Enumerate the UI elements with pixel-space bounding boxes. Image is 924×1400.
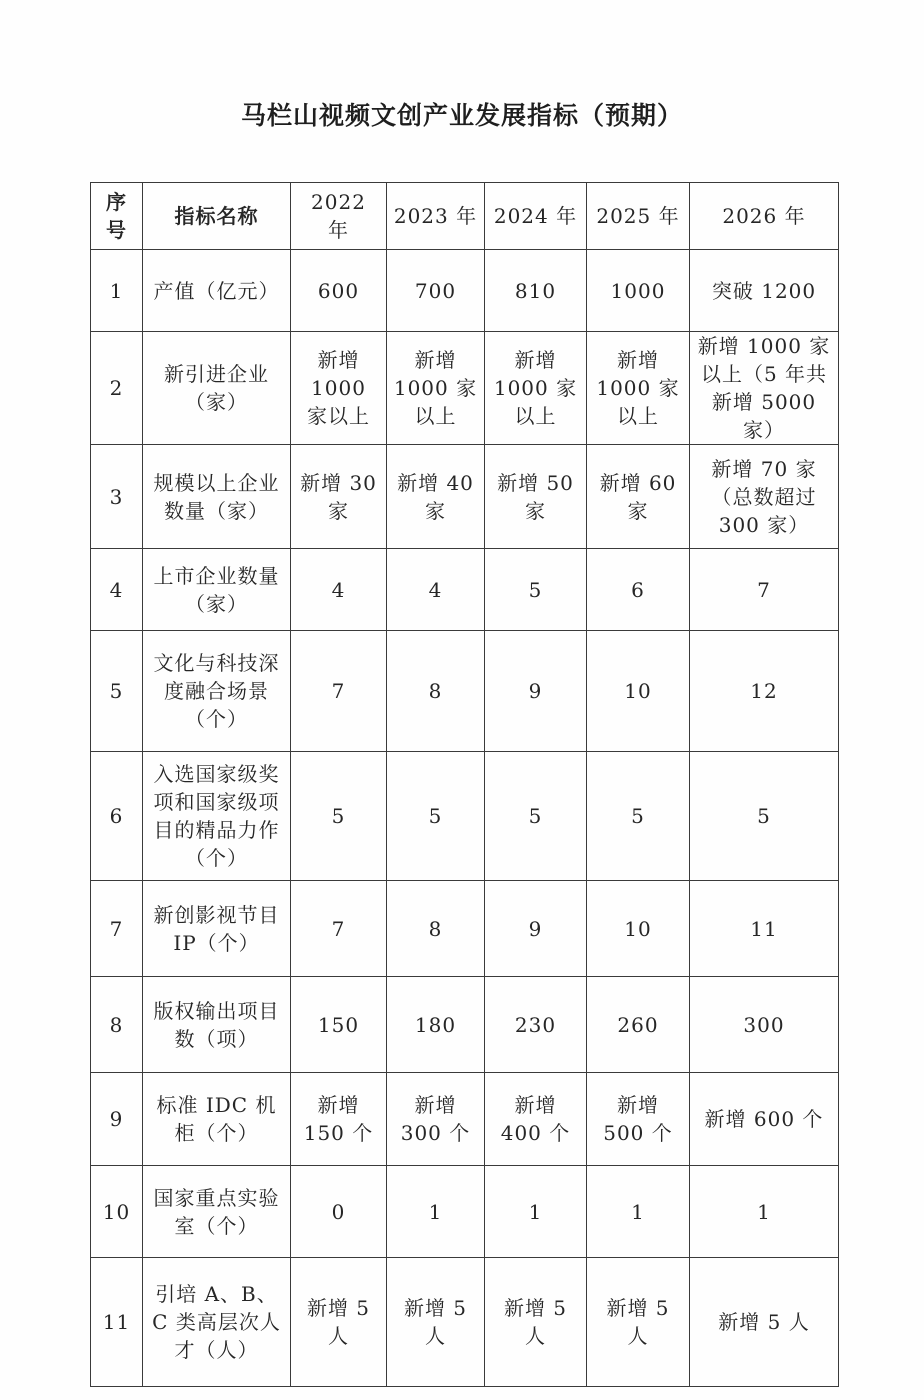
row-value: 5 — [387, 752, 485, 881]
header-year: 2024 年 — [485, 183, 587, 250]
table-row — [91, 977, 839, 1073]
row-seq: 8 — [91, 977, 143, 1073]
row-seq: 3 — [91, 445, 143, 549]
row-value: 1000 — [587, 250, 690, 332]
row-value: 700 — [387, 250, 485, 332]
row-value: 7 — [291, 631, 387, 752]
row-indicator-name: 标准 IDC 机柜（个） — [143, 1073, 291, 1166]
row-indicator-name: 国家重点实验室（个） — [143, 1166, 291, 1258]
row-value: 新增 400 个 — [485, 1073, 587, 1166]
row-value: 5 — [587, 752, 690, 881]
row-seq: 5 — [91, 631, 143, 752]
row-value: 10 — [587, 631, 690, 752]
document-title: 马栏山视频文创产业发展指标（预期） — [240, 101, 683, 130]
row-value: 5 — [690, 752, 839, 881]
table-row — [91, 445, 839, 549]
row-value: 新增 5 人 — [291, 1258, 387, 1387]
row-indicator-name: 新创影视节目 IP（个） — [143, 881, 291, 977]
row-value: 150 — [291, 977, 387, 1073]
row-value: 新增 1000 家以上 — [387, 332, 485, 445]
row-seq: 4 — [91, 549, 143, 631]
row-seq: 2 — [91, 332, 143, 445]
row-value: 新增 600 个 — [690, 1073, 839, 1166]
row-value: 新增 1000 家以上 — [485, 332, 587, 445]
row-value: 10 — [587, 881, 690, 977]
row-value: 1 — [387, 1166, 485, 1258]
row-value: 新增 30 家 — [291, 445, 387, 549]
row-value: 新增 1000 家以上（5 年共新增 5000 家） — [690, 332, 839, 445]
header-name: 指标名称 — [143, 183, 291, 250]
row-value: 8 — [387, 631, 485, 752]
row-value: 7 — [690, 549, 839, 631]
row-value: 5 — [485, 752, 587, 881]
row-value: 1 — [485, 1166, 587, 1258]
table-row — [91, 881, 839, 977]
table-header-row — [91, 183, 839, 250]
table-row — [91, 1073, 839, 1166]
row-value: 4 — [291, 549, 387, 631]
row-value: 9 — [485, 631, 587, 752]
row-indicator-name: 规模以上企业数量（家） — [143, 445, 291, 549]
row-value: 5 — [485, 549, 587, 631]
row-seq: 7 — [91, 881, 143, 977]
row-value: 新增 50 家 — [485, 445, 587, 549]
row-value: 新增 60 家 — [587, 445, 690, 549]
row-value: 0 — [291, 1166, 387, 1258]
row-value: 300 — [690, 977, 839, 1073]
row-value: 9 — [485, 881, 587, 977]
row-value: 突破 1200 — [690, 250, 839, 332]
row-value: 230 — [485, 977, 587, 1073]
row-indicator-name: 版权输出项目数（项） — [143, 977, 291, 1073]
row-seq: 10 — [91, 1166, 143, 1258]
row-value: 810 — [485, 250, 587, 332]
row-value: 新增 5 人 — [387, 1258, 485, 1387]
row-value: 600 — [291, 250, 387, 332]
table-row — [91, 1166, 839, 1258]
row-value: 新增 500 个 — [587, 1073, 690, 1166]
row-value: 新增 1000 家以上 — [587, 332, 690, 445]
row-value: 260 — [587, 977, 690, 1073]
row-seq: 9 — [91, 1073, 143, 1166]
row-value: 1 — [587, 1166, 690, 1258]
row-value: 180 — [387, 977, 485, 1073]
row-seq: 11 — [91, 1258, 143, 1387]
row-value: 7 — [291, 881, 387, 977]
row-indicator-name: 上市企业数量（家） — [143, 549, 291, 631]
row-value: 新增 5 人 — [587, 1258, 690, 1387]
row-value: 新增 5 人 — [485, 1258, 587, 1387]
row-indicator-name: 新引进企业（家） — [143, 332, 291, 445]
table-row — [91, 332, 839, 445]
row-value: 8 — [387, 881, 485, 977]
row-value: 新增 150 个 — [291, 1073, 387, 1166]
header-year: 2023 年 — [387, 183, 485, 250]
indicator-table — [90, 182, 839, 1387]
row-indicator-name: 文化与科技深度融合场景（个） — [143, 631, 291, 752]
row-value: 11 — [690, 881, 839, 977]
row-value: 新增 1000 家以上 — [291, 332, 387, 445]
row-value: 新增 70 家（总数超过 300 家） — [690, 445, 839, 549]
row-value: 新增 300 个 — [387, 1073, 485, 1166]
row-indicator-name: 引培 A、B、C 类高层次人才（人） — [143, 1258, 291, 1387]
row-value: 12 — [690, 631, 839, 752]
row-indicator-name: 产值（亿元） — [143, 250, 291, 332]
table-row — [91, 631, 839, 752]
table-row — [91, 250, 839, 332]
table-row — [91, 752, 839, 881]
row-indicator-name: 入选国家级奖项和国家级项目的精品力作（个） — [143, 752, 291, 881]
row-value: 5 — [291, 752, 387, 881]
row-value: 新增 5 人 — [690, 1258, 839, 1387]
header-year: 2026 年 — [690, 183, 839, 250]
table-row — [91, 1258, 839, 1387]
header-year: 2025 年 — [587, 183, 690, 250]
row-value: 1 — [690, 1166, 839, 1258]
row-value: 新增 40 家 — [387, 445, 485, 549]
row-seq: 6 — [91, 752, 143, 881]
table-body — [91, 250, 839, 1387]
row-value: 6 — [587, 549, 690, 631]
table-row — [91, 549, 839, 631]
header-year: 2022 年 — [291, 183, 387, 250]
row-value: 4 — [387, 549, 485, 631]
header-seq: 序号 — [91, 183, 143, 250]
row-seq: 1 — [91, 250, 143, 332]
